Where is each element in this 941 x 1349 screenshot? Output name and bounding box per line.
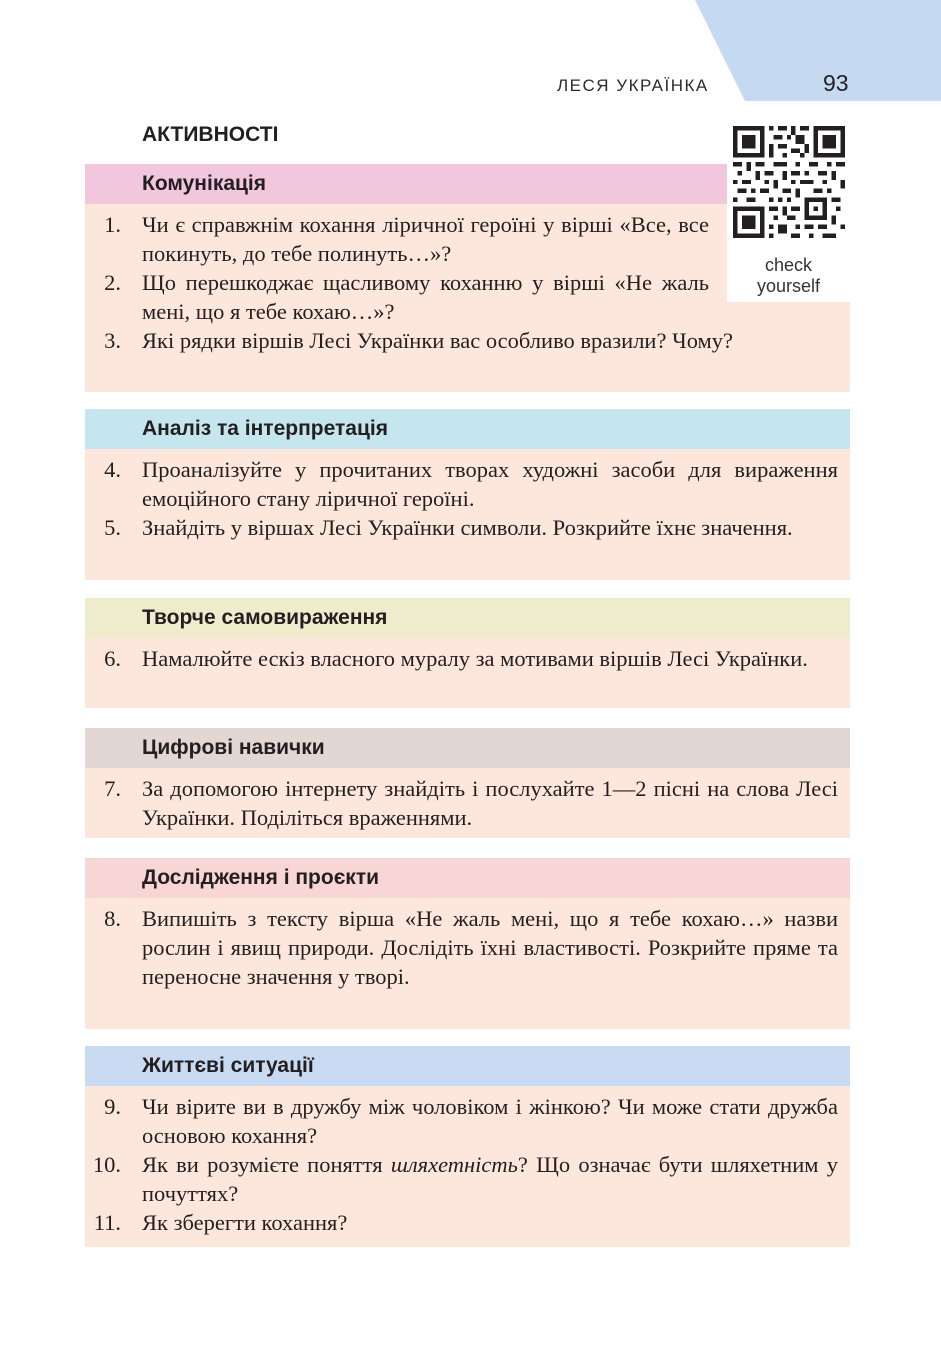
- list-item: [85, 513, 838, 542]
- item-number: 9.: [104, 1094, 121, 1119]
- item-text: Що перешкоджає щасливому коханню у вірші «Не жаль мені, що я тебе кохаю…»?: [142, 270, 709, 324]
- section-body: [85, 898, 850, 1029]
- section-body: [85, 768, 850, 838]
- section-title: Аналіз та інтерпретація: [142, 417, 388, 440]
- list-item: [85, 455, 838, 513]
- item-text: Чи вірите ви в дружбу між чоловіком і жінкою? Чи може стати дружба основою кохання?: [142, 1094, 838, 1148]
- list-item: [85, 1092, 838, 1150]
- section-body: [85, 638, 850, 708]
- qr-caption: [727, 255, 850, 297]
- item-text: Чи є справжнім кохання ліричної героїні у вірші «Все, все покинуть, до тебе полинуть…»?: [142, 212, 709, 266]
- section-body: [85, 1086, 850, 1247]
- item-number: 3.: [104, 328, 121, 353]
- list-item: [85, 210, 838, 268]
- list-item: [85, 1208, 838, 1237]
- section-header: [85, 728, 850, 768]
- section-title: Комунікація: [142, 172, 267, 195]
- qr-caption-line: yourself: [756, 276, 821, 296]
- list-item: [85, 774, 838, 832]
- section-title: Цифрові навички: [142, 736, 325, 759]
- item-text: Випишіть з тексту вірша «Не жаль мені, що я тебе кохаю…» назви рослин і явищ природи. Дослідіть їхні властивості. Розкрийте пряме та переносне значення у творі.: [142, 906, 838, 989]
- header-corner-decoration: [0, 0, 941, 110]
- item-number: 10.: [92, 1152, 121, 1177]
- item-text: Як зберегти кохання?: [142, 1210, 348, 1235]
- item-number: 11.: [93, 1210, 121, 1235]
- item-text: За допомогою інтернету знайдіть і послухайте 1—2 пісні на слова Лесі Українки. Поділіться враженнями.: [142, 776, 838, 830]
- section-title: Творче самовираження: [142, 606, 388, 629]
- item-text: Проаналізуйте у прочитаних творах художні засоби для вираження емоційного стану ліричної героїні.: [142, 457, 838, 511]
- item-text-part: Як ви розумієте поняття: [142, 1152, 391, 1177]
- section-digital: [85, 728, 850, 838]
- item-text: Які рядки віршів Лесі Українки вас особливо вразили? Чому?: [142, 328, 733, 353]
- qr-code-block[interactable]: [727, 120, 850, 302]
- section-life-situations: [85, 1046, 850, 1247]
- list-item: [85, 904, 838, 991]
- item-number: 4.: [104, 457, 121, 482]
- section-creative: [85, 598, 850, 708]
- section-header: [85, 409, 850, 449]
- item-number: 8.: [104, 906, 121, 931]
- section-analysis: [85, 409, 850, 580]
- running-head: ЛЕСЯ УКРАЇНКА: [557, 76, 709, 95]
- qr-code-icon: [733, 126, 845, 238]
- section-title: Життєві ситуації: [142, 1054, 314, 1077]
- list-item: [85, 644, 838, 673]
- item-number: 7.: [104, 776, 121, 801]
- item-number: 2.: [104, 270, 121, 295]
- section-header: [85, 1046, 850, 1086]
- item-number: 1.: [104, 212, 121, 237]
- item-text-emphasis: шляхетність: [390, 1152, 518, 1177]
- section-header: [85, 598, 850, 638]
- section-body: [85, 449, 850, 580]
- item-text-part: ? Що означає бути шляхетним у почуттях?: [142, 1152, 838, 1206]
- section-title: Дослідження і проєкти: [142, 866, 380, 889]
- item-text: [142, 1150, 838, 1208]
- item-text: Намалюйте ескіз власного муралу за мотивами віршів Лесі Українки.: [142, 646, 808, 671]
- list-item: [85, 1150, 838, 1208]
- item-text: Знайдіть у віршах Лесі Українки символи. Розкрийте їхнє значення.: [142, 515, 793, 540]
- qr-caption-line: check: [764, 255, 813, 275]
- page-number: 93: [823, 70, 849, 96]
- item-number: 5.: [104, 515, 121, 540]
- list-item: [85, 268, 838, 326]
- list-item: [85, 326, 838, 355]
- page-title: АКТИВНОСТІ: [142, 123, 279, 146]
- section-research: [85, 858, 850, 1029]
- section-header: [85, 858, 850, 898]
- item-number: 6.: [104, 646, 121, 671]
